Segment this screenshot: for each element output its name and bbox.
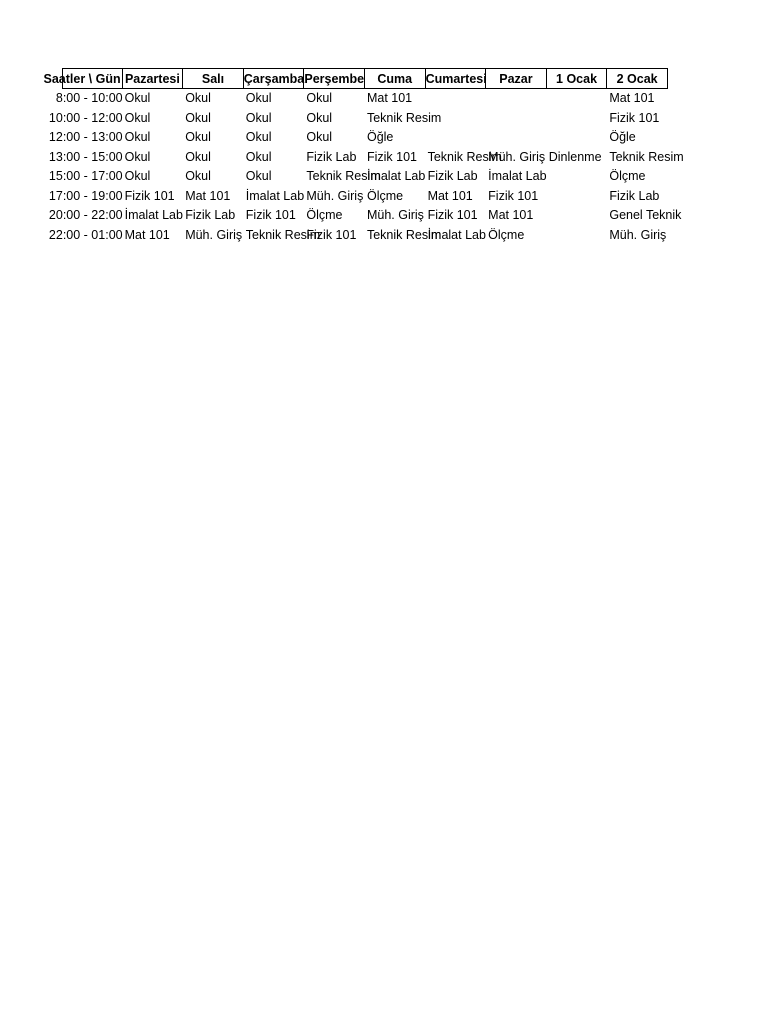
table-cell[interactable]: Mat 101 — [185, 188, 231, 203]
table-cell[interactable]: Fizik Lab — [306, 149, 357, 164]
table-cell[interactable]: İmalat Lab — [124, 208, 183, 223]
table-cell[interactable]: Teknik Resim — [427, 149, 502, 164]
table-row — [48, 226, 668, 246]
table-row — [48, 148, 684, 168]
table-cell[interactable]: Okul — [124, 110, 151, 125]
time-label: 10:00 - 12:00 — [48, 110, 123, 125]
header-cell-jan-2[interactable]: 2 Ocak — [607, 68, 668, 89]
header-row — [43, 68, 668, 89]
table-cell[interactable]: Teknik Resim — [245, 227, 321, 242]
header-cell-wednesday[interactable]: Çarşamba — [244, 68, 305, 89]
table-cell[interactable]: Fizik Lab — [609, 188, 660, 203]
time-cell[interactable] — [55, 89, 123, 108]
table-cell[interactable]: Fizik Lab — [427, 169, 478, 184]
table-cell[interactable]: Fizik Lab — [185, 208, 236, 223]
header-cell-hours[interactable] — [43, 68, 123, 89]
table-cell[interactable]: Genel Teknik — [609, 208, 682, 223]
table-row — [48, 206, 682, 226]
table-cell[interactable]: Fizik 101 — [124, 188, 175, 203]
time-cell[interactable] — [48, 128, 123, 147]
table-cell[interactable]: Okul — [185, 149, 211, 164]
time-cell[interactable] — [48, 109, 123, 128]
table-cell[interactable]: Okul — [306, 110, 333, 125]
time-label: 22:00 - 01:00 — [48, 227, 123, 242]
table-cell[interactable]: Müh. Giriş — [306, 188, 364, 203]
table-cell[interactable]: Ölçme — [488, 227, 525, 242]
table-cell[interactable]: Ölçme — [366, 188, 404, 203]
table-row — [48, 187, 668, 207]
table-cell[interactable]: Mat 101 — [488, 208, 534, 223]
time-label: 12:00 - 13:00 — [48, 130, 123, 145]
table-cell[interactable]: Okul — [124, 91, 151, 106]
table-row — [48, 109, 668, 129]
time-label: 20:00 - 22:00 — [48, 208, 123, 223]
table-cell[interactable]: Fizik 101 — [366, 149, 417, 164]
table-cell[interactable]: İmalat Lab — [427, 227, 486, 242]
table-cell[interactable]: Okul — [124, 149, 151, 164]
table-cell[interactable]: Okul — [185, 169, 211, 184]
table-cell[interactable]: Fizik 101 — [306, 227, 357, 242]
table-row — [48, 167, 668, 187]
table-cell[interactable]: Fizik 101 — [245, 208, 296, 223]
table-cell[interactable]: Ölçme — [306, 208, 343, 223]
header-cell-saturday[interactable]: Cumartesi — [426, 68, 487, 89]
table-cell[interactable]: Teknik Resim — [366, 227, 442, 242]
time-label: 17:00 - 19:00 — [48, 188, 123, 203]
table-cell[interactable]: Okul — [185, 110, 211, 125]
table-cell[interactable]: Müh. Giriş — [609, 227, 667, 242]
time-label: 8:00 - 10:00 — [55, 91, 123, 106]
table-cell[interactable]: İmalat Lab — [245, 188, 305, 203]
table-cell[interactable]: Okul — [124, 169, 151, 184]
table-cell[interactable]: Dinlenme — [548, 149, 602, 164]
table-row — [48, 128, 668, 148]
table-cell[interactable]: İmalat Lab — [366, 169, 426, 184]
time-cell[interactable] — [48, 148, 123, 167]
table-cell[interactable]: Okul — [124, 130, 151, 145]
table-cell[interactable]: Fizik 101 — [609, 110, 660, 125]
time-label: 15:00 - 17:00 — [48, 169, 123, 184]
table-cell[interactable]: Okul — [245, 169, 272, 184]
header-cell-tuesday[interactable]: Salı — [183, 68, 244, 89]
table-cell[interactable]: Okul — [185, 130, 211, 145]
time-cell[interactable] — [48, 167, 123, 186]
table-cell[interactable]: Müh. Giriş — [488, 149, 546, 164]
table-cell[interactable]: Okul — [306, 91, 333, 106]
table-cell[interactable]: Mat 101 — [609, 91, 655, 106]
table-cell[interactable]: Mat 101 — [427, 188, 473, 203]
table-cell[interactable]: Okul — [245, 110, 272, 125]
header-cell-jan-1[interactable]: 1 Ocak — [547, 68, 608, 89]
header-label: Saatler \ Gün — [43, 72, 121, 86]
table-cell[interactable]: Ölçme — [609, 169, 646, 184]
table-cell[interactable]: Okul — [185, 91, 211, 106]
table-cell[interactable]: Mat 101 — [366, 91, 413, 106]
table-cell[interactable]: Mat 101 — [124, 227, 170, 242]
table-cell[interactable]: Müh. Giriş — [185, 227, 243, 242]
table-cell[interactable]: Okul — [245, 130, 272, 145]
header-cell-monday[interactable]: Pazartesi — [123, 68, 184, 89]
header-cell-friday[interactable]: Cuma — [365, 68, 426, 89]
table-cell[interactable]: Okul — [245, 91, 272, 106]
table-cell[interactable]: Öğle — [366, 130, 394, 145]
table-cell[interactable]: Müh. Giriş — [366, 208, 424, 223]
time-cell[interactable] — [48, 187, 123, 206]
time-cell[interactable] — [48, 206, 123, 225]
schedule-sheet — [43, 68, 684, 245]
table-cell[interactable]: İmalat Lab — [488, 169, 547, 184]
table-cell[interactable]: Öğle — [609, 130, 636, 145]
table-cell[interactable]: Teknik Resim — [609, 149, 684, 164]
time-label: 13:00 - 15:00 — [48, 149, 123, 164]
table-cell[interactable]: Okul — [245, 149, 272, 164]
table-cell[interactable]: Fizik 101 — [488, 188, 539, 203]
table-row — [55, 89, 668, 109]
header-cell-sunday[interactable]: Pazar — [486, 68, 547, 89]
table-cell[interactable]: Fizik 101 — [427, 208, 478, 223]
table-cell[interactable]: Okul — [306, 130, 333, 145]
time-cell[interactable] — [48, 226, 123, 245]
table-cell[interactable]: Teknik Resim — [306, 169, 381, 184]
table-cell[interactable]: Teknik Resim — [366, 110, 442, 125]
header-cell-thursday[interactable]: Perşembe — [304, 68, 365, 89]
